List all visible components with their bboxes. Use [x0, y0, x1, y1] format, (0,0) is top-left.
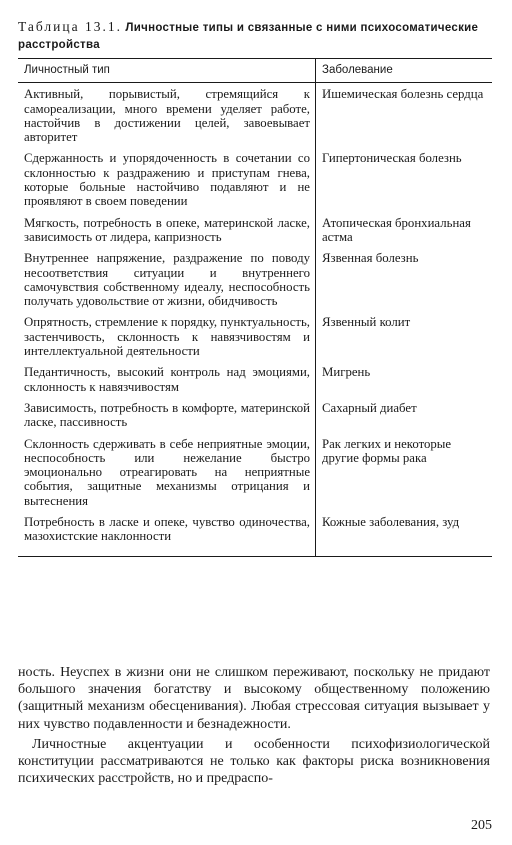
- personality-type-cell: Опрятность, стремление к порядку, пунктуальность, застенчивость, склонность к навязчивостям и интеллектуальной деятельности: [18, 311, 316, 361]
- table-row: [18, 511, 492, 556]
- page-number: 205: [471, 818, 492, 833]
- body-text: [18, 664, 490, 787]
- table-row: [18, 212, 492, 248]
- disease-cell: Кожные заболевания, зуд: [316, 511, 493, 556]
- table-row: [18, 433, 492, 511]
- personality-type-cell: Сдержанность и упорядоченность в сочетании со склонностью к раздражению и приступам гнева, которые больные настойчиво подавляют и не проявляют в своем поведении: [18, 147, 316, 211]
- disease-cell: Гипертоническая болезнь: [322, 151, 462, 166]
- header-personality-type: Личностный тип: [18, 59, 316, 83]
- caption-title: Личностные типы и связанные с ними психосоматические расстройства: [18, 22, 479, 51]
- disease-cell: Мигрень: [322, 365, 371, 380]
- disease-cell: Сахарный диабет: [322, 400, 417, 415]
- body-paragraph-continuation: ность. Неуспех в жизни они не слишком переживают, поскольку не придают большого значения богатству и высокому общественному положению (защитный механизм обесценивания). Любая стрессовая ситуация вызывает у них чувство подавленности и безнадежности.: [18, 665, 490, 732]
- personality-type-cell: Зависимость, потребность в комфорте, материнской ласке, пассивность: [18, 397, 316, 433]
- personality-type-cell: Потребность в ласке и опеке, чувство одиночества, мазохистские наклонности: [18, 511, 316, 556]
- caption-label: Таблица 13.1.: [18, 19, 122, 34]
- table-header-row: [18, 59, 492, 83]
- personality-type-cell: Мягкость, потребность в опеке, материнской ласке, зависимость от лидера, капризность: [18, 212, 316, 248]
- disease-cell: Язвенная болезнь: [322, 251, 419, 266]
- personality-type-cell: Внутреннее напряжение, раздражение по поводу несоответствия ситуации и внутреннего самочувствия собственному идеалу, неспособность получать удовольствие от жизни, обидчивость: [18, 247, 316, 311]
- table-row: [18, 147, 492, 211]
- disease-cell: Атопическая бронхиальная астма: [322, 215, 471, 244]
- personality-disease-table: [18, 58, 492, 557]
- table-row: [18, 311, 492, 361]
- table-caption: [18, 19, 498, 53]
- table-row: [18, 361, 492, 397]
- header-disease: Заболевание: [316, 59, 493, 83]
- table-row: [18, 247, 492, 311]
- personality-type-cell: Активный, порывистый, стремящийся к самореализации, много времени уделяет работе, настойчив в достижении целей, завоевывает авторитет: [18, 83, 316, 148]
- disease-cell: Язвенный колит: [322, 315, 411, 330]
- body-paragraph: Личностные акцентуации и особенности психофизиологической конституции рассматриваются не только как факторы риска возникновения психических расстройств, но и предраспо-: [18, 736, 490, 787]
- personality-type-cell: Педантичность, высокий контроль над эмоциями, склонность к навязчивостям: [18, 361, 316, 397]
- personality-type-cell: Склонность сдерживать в себе неприятные эмоции, неспособность или нежелание быстро эмоционально отреагировать на неприятные события, защитные механизмы отрицания и вытеснения: [18, 433, 316, 511]
- disease-cell: Ишемическая болезнь сердца: [322, 87, 484, 102]
- table-row: [18, 83, 492, 148]
- disease-cell: Рак легких и некоторые другие формы рака: [322, 436, 452, 465]
- table-row: [18, 397, 492, 433]
